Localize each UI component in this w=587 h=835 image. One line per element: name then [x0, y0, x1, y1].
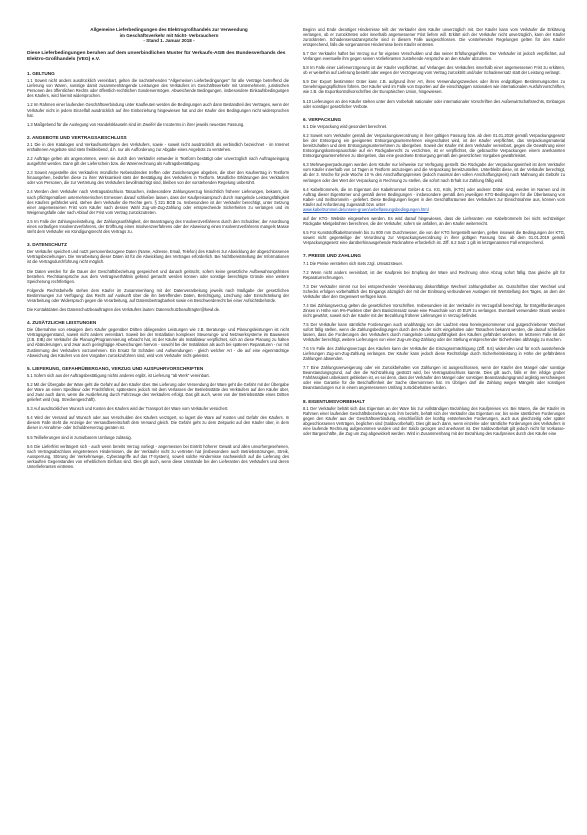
intro-paragraph: Diese Lieferbedingungen beruhen auf dem unverbindlichen Muster für Verkaufs-AGB des Bundesverbands des Elektro-Großhandels (VEG) e.V.	[27, 50, 286, 62]
left-sections	[27, 71, 289, 469]
section-heading: 6. VERPACKUNG	[303, 116, 342, 122]
title-line: Allgemeine Lieferbedingungen des Elektrogroßhandels zur Verwendung	[90, 27, 248, 32]
section-heading: 2. ANGEBOTE UND VERTRAGSABSCHLUSS	[27, 134, 127, 140]
section-heading: 7. PREISE UND ZAHLUNG	[303, 253, 362, 259]
clause-paragraph: 6.2 Soweit vom Verkäufer gemäß der Verpackungsverordnung in ihrer gültigen Fassung bzw. ab dem 01.01.2019 gemäß Verpackungsgesetz bei der Entsorgung ein geeignetes Entsorgungsunternehmen eingeschaltet wird, ist der Käufer verpflichtet, das Verpackungsmaterial bereitzuhalten und dem Entsorgungsunternehmen zu übergeben. Soweit der Käufer mit dem Verkäufer vereinbart, gegen die Gewährung einer Entsorgungskostenpauschale auf ein Rückgaberecht zu verzichten, ist er verpflichtet, die gebrauchte Verpackungen einem anerkannten Entsorgungsunternehmen zu übergeben, das eine geordnete Entsorgung gemäß den gesetzlichen Vorgaben gewährleistet.	[303, 133, 565, 159]
right-sections	[303, 27, 565, 436]
clause-paragraph: 5.9 Der Export bestimmter Güter kann z.B. aufgrund ihrer Art, ihres Verwendungszweckes oder ihres endgültigen Bestimmungsortes zu Genehmigungspflichten führen. Der Käufer wird im Falle von Exporten auf die einschlägigen nationalen wie internationalen Ausfuhrvorschriften, wie z.B. die Exportkontrollvorschriften der Europäischen Union, hingewiesen.	[303, 79, 565, 95]
clause-paragraph: Beginn und Ende derartiger Hindernisse teilt der Verkäufer dem Käufer unverzüglich mit. Der Käufer kann vom Verkäufer die Erklärung verlangen, ob er zurücktreten oder innerhalb angemessener Frist liefern will. Erklärt sich der Verkäufer nicht unverzüglich, kann der Käufer zurücktreten. Schadensersatzansprüche sind in diesem Falle ausgeschlossen. Die vorstehenden Regelungen gelten für den Käufer entsprechend, falls die vorgenannten Hindernisse beim Käufer eintreten.	[303, 27, 565, 48]
clause-paragraph: 1.2 Im Rahmen einer laufenden Geschäftsverbindung unter Kaufleuten werden die Bedingungen auch dann Bestandteil des Vertrages, wenn der Verkäufer nicht in jedem Einzelfall ausdrücklich auf ihre Einbeziehung hingewiesen hat und der Käufer den Bedingungen nicht widersprochen hat.	[27, 102, 289, 118]
clause-paragraph: 5.3 Auf ausdrücklichen Wunsch und Kosten des Käufers wird der Transport der Ware vom Verkäufer versichert.	[27, 406, 229, 412]
clause-paragraph: 5.7 Der Verkäufer haftet bei Verzug nur für eigenes Verschulden und das seiner Erfüllungsgehilfen. Der Verkäufer ist jedoch verpflichtet, auf Verlangen eventuelle ihm gegen seinen Vorlieferanten zustehende Ansprüche an den Käufer abzutreten.	[303, 51, 565, 62]
clause-paragraph: 1.3 Maßgebend für die Auslegung von Handelsklauseln sind im Zweifel die Incoterms in ihrer jeweils neuesten Fassung.	[27, 121, 245, 127]
clause-paragraph: 2.2 Aufträge gelten als angenommen, wenn sie durch den Verkäufer entweder in Textform bestätigt oder unverzüglich nach Auftragseingang ausgeführt werden. Dann gilt der Lieferschein bzw. die Warenrechnung als Auftragsbestätigung.	[27, 156, 289, 167]
clause-paragraph: 6.5 Für Kunststoffkabeltrommeln bis zu 800 mm Durchmesser, die von der KTG hergestellt werden, gelten insoweit die Bedingungen der KTG, soweit nicht gegenteilige der Verordnung zur Verpackungsverordnung in ihrer gültigen Fassung bzw. ab dem 01.01.2019 gemäß Verpackungsgesetz eine darüberhinausgehende Rücknahme erforderlich ist. Ziff. 6.2 Satz 1 gilt im letztgenannten Fall entsprechend.	[303, 229, 565, 245]
clause-paragraph: 1.1 Soweit nicht anders ausdrücklich vereinbart, gelten die nachstehenden "Allgemeinen Lieferbedingungen" für alle Verträge betreffend die Lieferung von Waren, sonstige damit zusammenhängende Leistungen des Verkäufers im Geschäftsverkehr mit Unternehmern, juristischen Personen des öffentlichen Rechts oder öffentlich-rechtlichen Sondervermögen. Abweichende Bedingungen, insbesondere Einkaufsbedingungen des Käufers, wird hiermit widersprochen.	[27, 78, 289, 99]
clause-paragraph: Die Kontaktdaten des Datenschutzbeauftragten des Verkäufers lauten: Datenschutzbeauftragter@kewl.de.	[27, 306, 221, 312]
clause-paragraph: 5.4 Wird der Versand auf Wunsch oder aus Verschulden des Käufers verzögert, so lagert die Ware auf Kosten und Gefahr des Käufers. In diesem Falle steht die Anzeige der Versandbereitschaft dem Versand gleich. Die Gefahr geht zu dem Zeitpunkt auf den Käufer über, in dem dieser in Annahme- oder Schuldnerverzug geraten ist.	[27, 415, 289, 431]
clause-paragraph: 5.10 Lieferungen an den Käufer stehen unter dem Vorbehalt nationaler oder internationaler Vorschriften des Außenwirtschaftsrechts, Embargos oder sonstiger gesetzlicher Verbote.	[303, 98, 565, 109]
clause-paragraph: Folgende Rechtsbehelfe stehen dem Käufer im Zusammenhang mit der Datenverarbeitung jeweils nach Maßgabe der gesetzlichen Bestimmungen zur Verfügung: das Recht auf Auskunft über die ihn betreffenden Daten, Berichtigung, Löschung oder Einschränkung der Verarbeitung oder Widerspruch gegen die Verarbeitung, auf Datenübertragbarkeit sowie ein Beschwerderecht bei einer Aufsichtsbehörde.	[27, 287, 289, 303]
clause-paragraph: Der Verkäufer speichert und nutzt personenbezogene Daten (Name, Adresse, Email, Telefon) des Käufers zur Abwicklung der abgeschlossenen Vertragsbeziehungen. Die Verarbeitung dieser Daten ist für die Abwicklung des Vertrages erforderlich. Bei Nichtbereitstellung der Informationen ist die Vertragsdurchführung nicht möglich.	[27, 249, 289, 265]
clause-paragraph: 7.1 Die Preise verstehen sich stets zzgl. Umsatzsteuer.	[303, 260, 403, 266]
clause-paragraph: 5.6 Die Lieferfrist verlängert sich - auch wenn bereits Verzug vorliegt - angemessen bei Eintritt höherer Gewalt und allen unvorhergesehenen, nach Vertragsabschluss eingetretenen Hindernissen, die der Verkäufer nicht zu vertreten hat (insbesondere auch Betriebsstörungen, Streik, Aussperrung, Störung der Verkehrswege, Cyberangriffe auf das IT-System), soweit solche Hindernisse nachweislich auf die Lieferung des verkauften Gegenstandes von erheblichem Einfluss sind. Dies gilt auch, wenn diese Umstände bei den Lieferanten des Verkäufers und deren Unterlieferanten eintreten.	[27, 443, 289, 469]
clause-paragraph: 7.3 Der Verkäufer nimmt nur bei entsprechender Vereinbarung diskontfähige Wechsel zahlungshalber an. Gutschriften über Wechsel und Schecks erfolgen vorbehaltlich des Eingangs abzüglich der mit der Einlösung verbundenen Auslagen mit Wertstellung des Tages, an dem der Verkäufer über den Gegenwert verfügen kann.	[303, 283, 565, 299]
title-line: - Stand 1. Januar 2018 -	[143, 38, 195, 44]
section-heading: 1. GELTUNG	[27, 70, 55, 76]
clause-paragraph: 2.5 Im Falle der Zahlungseinstellung, der Zahlungsunfähigkeit, der Beantragung des Insolvenzverfahrens durch den Schuldner, der Anordnung eines vorläufigen Insolvenzverfahrens, der Eröffnung eines Insolvenzverfahrens oder der Abweisung eines Insolvenzverfahrens mangels Masse steht dem Verkäufer ein Kündigungsrecht des Vertrags zu.	[27, 218, 289, 234]
clause-paragraph: 6.4 Kabeltrommeln, die im Eigentum der Kabeltrommel GmbH & Co. KG, Köln, (KTG) oder anderer Dritter sind, werden im Namen und im Auftrag dieser Eigentümer und gemäß deren Bedingungen - insbesondere gemäß den jeweiligen KTG-Bedingungen für die Überlassung von Kabel- und Seiltrommeln - geliefert. Diese Bedingungen liegen in den Geschäftsräumen des Verkäufers zur Einsichtnahme aus, können vom Käufer auf Anforderung zugesandt bzw. unter	[303, 186, 565, 207]
clause-paragraph: 2.4 Werden dem Verkäufer nach Vertragsabschluss Tatsachen, insbesondere Zahlungsverzug hinsichtlich früherer Lieferungen, bekannt, die nach pflichtgemäßem unternehmerischen Ermessen darauf schließen lassen, dass der Kaufpreisanspruch durch mangelnde Leistungsfähigkeit des Käufers gefährdet wird, stehen dem Verkäufer die Rechte gem. § 321 BGB zu. Insbesondere ist der Verkäufer berechtigt, unter Setzung einer angemessenen Frist vom Käufer nach dessen Wahl Zug-um-Zug-Zahlung oder entsprechende Sicherheiten zu verlangen und im Weigerungsfalle oder nach Ablauf der Frist vom Vertrag zurückzutreten.	[27, 189, 289, 215]
clause-paragraph: Die Übernahme von etwaigen dem Käufer gegenüber Dritten obliegenden Leistungen wie z.B. Beratungs- und Planungsleistungen ist nicht Vertragsgegenstand, soweit nicht anders vereinbart. Soweit bei der Installation komplexer Steuerungs- und Netzwerksysteme im Bauwesen (z.B. EIB) der Verkäufer die Planung/Programmierung erbracht hat, ist der Käufer als Installateur verpflichtet, sich an diese Planung zu halten und Abänderungen, und zwar auch geringfügige Abweichungen hiervon - sowohl bei der Installation als auch bei späteren Reparaturen - nur mit Zustimmung des Verkäufers vorzunehmen. Ein Ersatz für Schäden und Aufwendungen - gleich welcher Art - die auf eine eigenmächtige Abweichung des Käufers von den Vorgaben zurückzuführen sind, wird vom Verkäufer nicht geleistet.	[27, 327, 289, 358]
clause-paragraph: 7.7 Eine Zahlungsverweigerung oder ein Zurückbehalten von Zahlungen ist ausgeschlossen, wenn der Käufer den Mangel oder sonstige Beanstandungsgrund, auf den die Nichtzahlung gestützt wird, bei Vertragsabschluss kannte. Dies gilt auch, falls er ihm infolge grober Fahrlässigkeit unbekannt geblieben ist, es sei denn, dass der Verkäufer den Mangel oder sonstigen Beanstandungsgrund arglistig verschwiegen oder eine Garantie für die Beschaffenheit der Sache übernommen hat. Im Übrigen darf die Zahlung wegen Mängeln oder sonstigen Beanstandungen nur in einem angemessenen Umfang zurückbehalten werden.	[303, 365, 565, 391]
clause-paragraph: 7.4 Bei Zahlungsverzug gelten die gesetzlichen Vorschriften. Insbesondere ist der Verkäufer im Verzugsfall berechtigt, für Entgeltforderungen Zinsen in Höhe von 9%-Punkten über dem Basiszinssatz sowie eine Pauschale von 40 EUR zu verlangen. Eventuell verwendete Skonti werden nicht gewährt, soweit sich der Käufer mit der Bezahlung früherer Lieferungen in Verzug befindet.	[303, 302, 565, 318]
clause-paragraph: auf der KTG- Website eingesehen werden. Es wird darauf hingewiesen, dass die Lieferanten von Kabeltrommeln bei nicht rechtzeitiger Rückgabe Mietgebühren berechnen, die der Verkäufer, sofern sie anfallen, an den Käufer weiterreicht.	[303, 215, 565, 226]
clause-paragraph: 5.5 Teillieferungen sind in zumutbarem Umfange zulässig.	[27, 434, 132, 440]
ktg-conditions-link[interactable]: www.kabeltrommel.de/unsere-gruen/uebeflassungsbedingungen.html	[303, 206, 429, 212]
left-column	[27, 27, 289, 782]
clause-paragraph: 7.2 Wenn nicht anders vereinbart, ist der Kaufpreis bei Empfang der Ware und Rechnung ohne Abzug sofort fällig. Das gleiche gilt für Reparaturrechnungen.	[303, 269, 565, 280]
clause-paragraph: 5.8 Im Falle einer Lieferverzögerung ist der Käufer verpflichtet, auf Verlangen des Verkäufers innerhalb einer angemessenen Frist zu erklären, ob er weiterhin auf Lieferung besteht oder wegen der Verzögerung vom Vertrag zurücktritt und/oder Schadenersatz statt der Leistung verlangt.	[303, 65, 565, 76]
clause-paragraph: 6.1 Die Verpackung wird gesondert berechnet.	[303, 124, 388, 130]
section-heading: 8. EIGENTUMSVORBEHALT	[303, 398, 365, 404]
clause-paragraph: 5.1 Sofern sich aus der Auftragsbestätigung nichts anderes ergibt, ist Lieferung "ab Werk" vereinbart.	[27, 373, 210, 379]
clause-paragraph: 7.5 Der Verkäufer kann sämtliche Forderungen auch unabhängig von der Laufzeit etwa hereingenommener und gutgeschriebener Wechsel sofort fällig stellen, wenn die Zahlungsbedingungen durch den Käufer nicht eingehalten oder Tatsachen bekannt werden, die darauf schließen lassen, dass die Forderungen des Verkäufers durch mangelnde Leistungsfähigkeit des Käufers gefährdet werden. Im letzteren Falle ist der Verkäufer berechtigt, weitere Lieferungen von einer Zug-um-Zug-Zahlung oder der Stellung entsprechender Sicherheiten abhängig zu machen.	[303, 321, 565, 343]
clause-paragraph: 2.1 Die in den Katalogen und Verkaufsunterlagen des Verkäufers, sowie - soweit nicht ausdrücklich als verbindlich bezeichnet - im Internet enthaltenen Angebote sind stets freibleibend, d.h. nur als Aufforderung zur Abgabe eines Angebots zu verstehen.	[27, 142, 289, 153]
clause-paragraph: 8.1 Der Verkäufer behält sich das Eigentum an der Ware bis zur vollständigen Bezahlung des Kaufpreises vor. Bei Waren, die der Käufer im Rahmen einer laufenden Geschäftsbeziehung vom ihm bezieht, behält sich der Verkäufer das Eigentum vor, bis seine sämtlichen Forderungen gegen den Käufer aus der Geschäftsverbindung, einschließlich der künftig entstehenden Forderungen, auch aus gleichzeitig oder später abgeschlossenen Verträgen, beglichen sind (Saldovorbehalt). Dies gilt auch dann, wenn einzelne oder sämtliche Forderungen des Verkäufers in eine laufende Rechnung aufgenommen wurden und der Saldo gezogen und anerkannt ist. Der Saldovorbehalt gilt jedoch nicht für Vorkasse- oder Bargeschäfte, die Zug um Zug abgewickelt werden. Wird in Zusammenhang mit der Bezahlung des Kaufpreises durch den Käufer eine	[303, 406, 565, 437]
clause-paragraph: 7.6 Im Falle des Zahlungsverzugs des Käufers kann der Verkäufer die Einzugsermächtigung (Ziff. 8.6) widerrufen und für noch ausstehende Lieferungen Zug-um-Zug-Zahlung verlangen. Der Käufer kann jedoch diese Rechtsfolge durch Sicherheitsleistung in Höhe der gefährdeten Zahlungen abwenden.	[303, 346, 565, 362]
clause-paragraph: 2.3 Soweit Angestellte des Verkäufers mündliche Nebenabreden treffen oder Zusicherungen abgeben, die über den Kaufvertrag in Textform hinausgehen, bedürfen diese zu ihrer Wirksamkeit stets der Bestätigung des Verkäufers in Textform. Mündliche Erklärungen des Verkäufers oder von Personen, die zur Vertretung des Verkäufers bevollmächtigt sind, bleiben von der vorstehenden Regelung unberührt.	[27, 170, 289, 186]
section-heading: 4. ZUSÄTZLICHE LEISTUNGEN	[27, 319, 97, 325]
clause-paragraph: Die Daten werden für die Dauer der Geschäftsbeziehung gespeichert und danach gelöscht, sofern keine gesetzliche Aufbewahrungsfristen bestehen. Rechtsansprüche aus dem Vertragsverhältnis geltend gemacht werden können oder sonstige berechtigte Gründe eine weitere Speicherung rechtfertigen.	[27, 268, 289, 284]
link-line	[303, 207, 565, 212]
clause-paragraph: 5.2 Mit der Übergabe der Ware geht die Gefahr auf den Käufer über. Bei Lieferung oder Versendung der Ware geht die Gefahr mit der Übergabe der Ware an einen Spediteur oder Frachtführer, spätestens jedoch mit dem Verlassen der Betriebsstätte des Verkäufers auf den Käufer über, und zwar auch dann, wenn die Auslieferung durch Fahrzeuge des Verkäufers erfolgt. Das gilt auch, wenn von der Betriebsstätte eines Dritten geliefert wird (sog. Streckengeschäft).	[27, 382, 289, 403]
right-column	[303, 27, 565, 822]
title-line: im Geschäftsverkehr mit Nicht- Verbrauchern	[119, 32, 219, 38]
clause-paragraph: 6.3 Mehrwegverpackungen werden dem Käufer nur leihweise zur Verfügung gestellt. Die Rückgabe der Verpackungseinheit ist dem Verkäufer vom Käufer innerhalb von 14 Tagen in Textform anzuzeigen und die Verpackung bereitzustellen. Unterbleibt diese, ist der Verkäufer berechtigt, ab der 3. Woche für jede Woche 10 % des Anschaffungspreises (jedoch maximal den vollen Anschaffungspreis) nach Mahnung als Gebühr zu verlangen oder den Wert der Verpackung in Rechnung zu stellen, die sofort nach Erhalt zur Zahlung fällig wird.	[303, 162, 565, 183]
document-header	[39, 27, 289, 44]
section-heading: 3. DATENSCHUTZ	[27, 241, 68, 247]
section-heading: 5. LIEFERUNG, GEFAHRÜBERGANG, VERZUG UND AUSFUHRVORSCHRIFTEN	[27, 365, 204, 371]
